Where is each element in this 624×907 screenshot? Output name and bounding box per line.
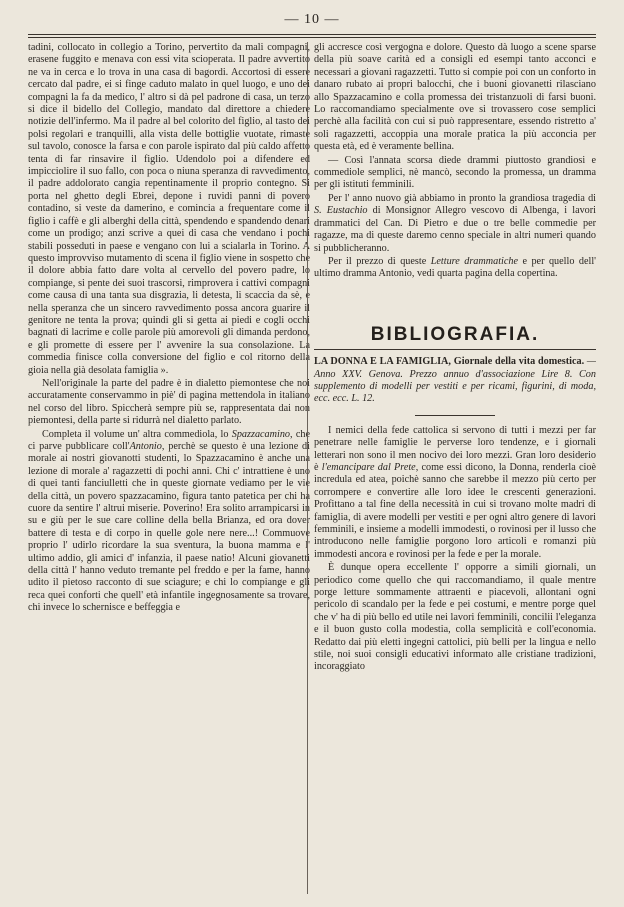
paragraph: Per il prezzo di queste Letture drammatiche e per quello dell' ultimo dramma Antonio, vedi quarta pagina della copertina. xyxy=(314,255,596,280)
paragraph: Per l' anno nuovo già abbiamo in pronto la grandiosa tragedia di S. Eustachio di Monsignor Allegro vescovo di Albenga, i lavori drammatici del Can. Di Pietro e due o tre belle commedie per ragazze, ma di queste daremo cenno speciale in altri numeri quando si pubblicheranno. xyxy=(314,192,596,254)
header-rule xyxy=(28,34,596,35)
paragraph: gli accresce così vergogna e dolore. Questo dà luogo a scene sparse della più soave carità ed a consigli ed esempi tanto acconci e necessari a giovani ragazzetti. Tutto si compie poi con un conforto in danaro rubato ai propri balocchi, che i buoni giovanetti rilasciano allo Spazzacamino e colla promessa dei tristanzuoli di farsi buoni. Lo raccomandiamo specialmente ove si trovassero cose semplici perchè alla facilità con cui si può rappresentare, essendo ristretto a' soli ragazzetti, accoppia una morale pratica la più acconcia per questa età, ed è veramente bellina. xyxy=(314,42,596,153)
paragraph: — Così l'annata scorsa diede drammi piuttosto grandiosi e commediole semplici, nè mancò, secondo la promessa, un dramma per gli istituti femminili. xyxy=(314,154,596,191)
paragraph: È dunque opera eccellente l' opporre a simili giornali, un periodico come quello che qui raccomandiamo, il quale mentre porge letture sommamente attraenti e piacevoli, allontani ogni pericolo di scandalo per la fede e pei costumi, e mentre porge quel che v' ha di più bello ed utile nei lavori femminili, concilii l'eleganza e il buon gusto colla modestia, colla semplicità e coll'economia. Redatto dai più eletti ingegni cattolici, più belli per la lingua e nello stile, noi suoi consigli educativi informato alle cristiane tradizioni, incoraggiato xyxy=(314,562,596,673)
bibliography-entry: LA DONNA E LA FAMIGLIA, Giornale della vita domestica. — Anno XXV. Genova. Prezzo annuo d'associazione Lire 8. Con supplemento di modelli per vestiti e per ricami, figurini, di moda, ecc. ecc. L. 12. xyxy=(314,356,596,405)
section-rule xyxy=(314,349,596,350)
paragraph: Nell'originale la parte del padre è in dialetto piemontese che noi accuratamente conservammo in piè' di pagina mettendola in italiano nel corso del libro. Spiccherà sempre più se, rappresentata dai non piemontesi, della parte si ridurrà nel dialetto parlato. xyxy=(28,377,310,427)
column-divider xyxy=(307,42,308,894)
paragraph: Completa il volume un' altra commediola, lo Spazzacamino, che ci parve pubblicare coll'Antonio, perchè se questo è una lezione di morale ai nostri giovanotti studenti, lo Spazzacamino è anche una lezione di morale a' ragazzetti di pochi anni. Chi c' intrattiene è uno di quei tanti fanciulletti che in queste giornate vediamo per le vie della città, un povero spazzacamino, figura tanto patetica per chi ha cuore da sentire l' altrui miserie. Poverino! Era solito arrampicarsi in su e giù per le sue care colline della bella Brianza, ed ora dover battere di testa e di corpo in quelle gole nere nere...! Commuove proprio l' udirlo ricordare la sua sventura, la buona mamma e l' ultimo addio, gli amici d' infanzia, il paese natio! Alcuni giovanetti della città l' hanno veduto tremante pel freddo e per la fame, hanno udito il pietoso racconto di sue sciagure; e chi lo compiange e gli reca quei conforti che quell' età infantile ingegnosamente sa trovare, chi invece lo schernisce e beffeggia e xyxy=(28,428,310,614)
paragraph: tadini, collocato in collegio a Torino, pervertito da mali compagni, erasene fuggito e menava con essi vita scioperata. Il padre avvertito ne va in cerca e lo trova in una casa di bagordi. Accortosi di essere cercato dal padre, ei si finge caduto malato in quel luogo, e uno dei compagni la fa da medico, l' altro si dà pel padrone di casa, un terzo si dice il bidello del Collegio, mandato dal direttore a chiedere notizie dell'infermo. Ma il padre al bel colorito del figlio, al tasto dei polsi regolari e tranquilli, alla vista delle bottiglie vuotate, rimaste sul tavolo, conosce la farsa e con parole ispirato dal più caldo affetto tenta di far rinsavire il figlio. Udendolo poi a difendere ed impicciolire il suo fallo, con poca o niuna speranza di ravvedimento, il padre addolorato cangia repentinamente il proprio contegno. Si porta nel ghetto degli Ebrei, depone i ruvidi panni di povero contadino, si veste da damerino, e comincia a frequentare come il figlio i caffè e gli alberghi della città, spendendo e spandendo denari come un prodigo; anzi scrive a quei di casa che vendano i pochi stabili posseduti in paese e vengano con lui a scialarla in Torino. A questo improvviso mutamento di scena il figlio viene in sospetto che il dolore abbia fatto dare volta al cervello del povero padre, lo compiange, si pente dei suoi trascorsi, rimprovera i cattivi compagni come causa di una tanta sua disgrazia, li detesta, li scaccia da sè, e nella speranza che un sincero ravvedimento possa ancora guarire il genitore ne tenta la prova; quindi gli si getta ai piedi e cogli occhi bagnati di lacrime e colle parole più amorevoli gli dimanda perdono, e gli promette di essere per l' avvenire la sua consolazione. La commedia finisce colla conversione del figlio e col ritorno della gioia nella già desolata famiglia ». xyxy=(28,42,310,376)
left-column xyxy=(28,42,310,615)
section-heading-bibliografia: BIBLIOGRAFIA. xyxy=(370,323,540,345)
right-column xyxy=(314,42,596,674)
header-rule-thin xyxy=(28,37,596,38)
paragraph: I nemici della fede cattolica si servono di tutti i mezzi per far penetrare nelle famiglie le perverse loro tendenze, e i giornali letterari non sono il men nocivo dei loro mezzi. Gran loro desiderio è l'emancipare dal Prete, come essi dicono, la Donna, renderla cioè incredula ed atea, poichè sanno che sarebbe il mezzo più certo per corrompere e convertire alle loro idee le crescenti generazioni. Profittano a tal fine della necessità in cui si trovano molte madri di famiglia, di avere modelli per vestiti e per ogni altro genere di lavori femminili, e insieme a modelli immodesti, o rovinosi per il lusso che introducono nelle famiglie porgono loro articoli e romanzi più immodesti ancora e rovinosi per la fede e per la morale. xyxy=(314,424,596,560)
entry-rule xyxy=(415,415,495,416)
page-number: — 10 — xyxy=(284,12,340,27)
